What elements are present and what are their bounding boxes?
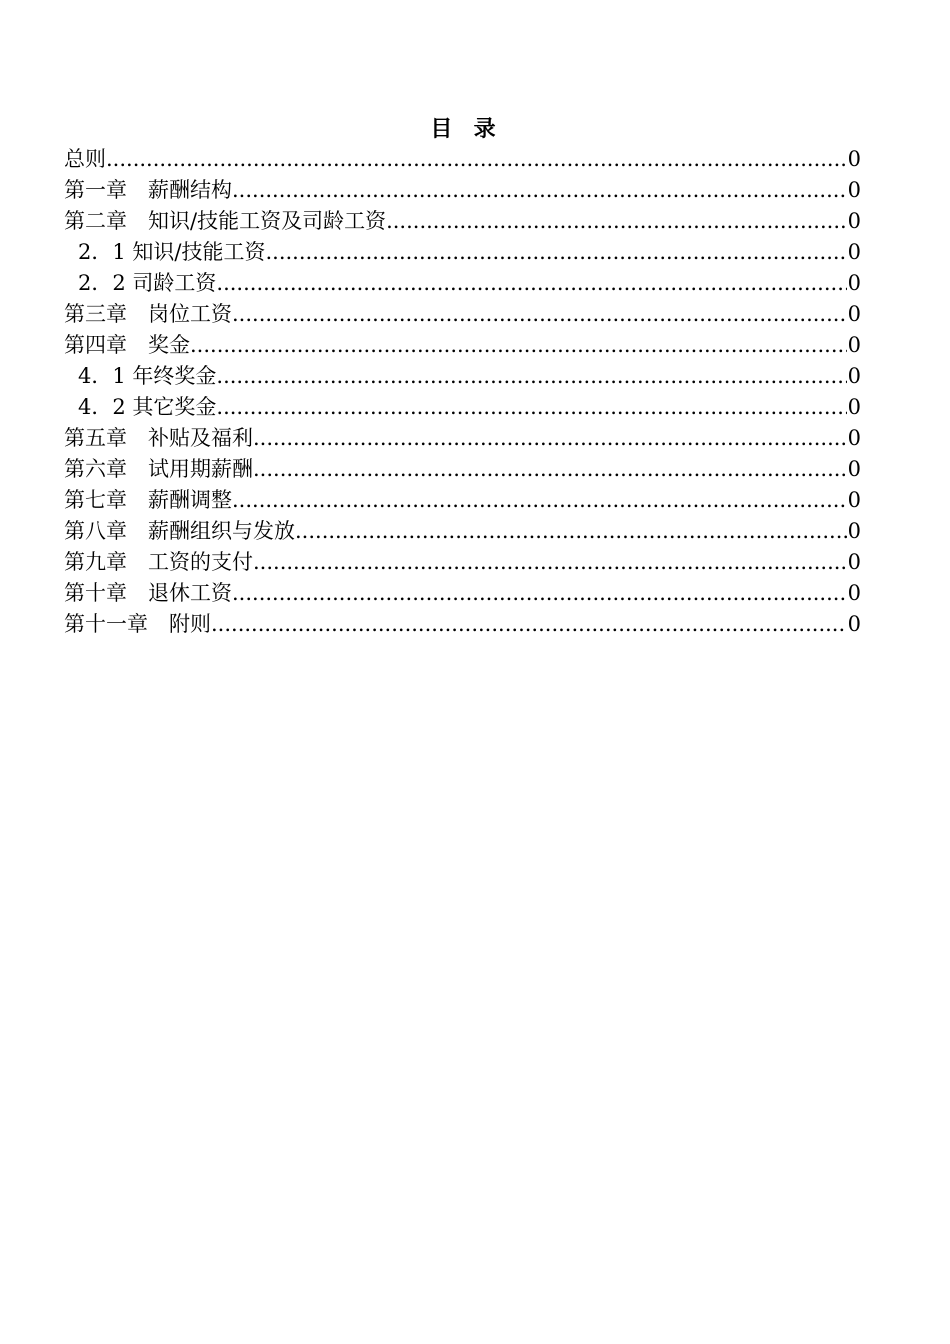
toc-entry-section-2-1[interactable] [64, 237, 861, 268]
toc-entry-page: 0 [847, 302, 861, 326]
toc-entry-label: 4．1 年终奖金 [78, 364, 217, 388]
toc-entry-label: 第六章 试用期薪酬 [64, 457, 253, 481]
toc-entry-label: 第三章 岗位工资 [64, 302, 232, 326]
toc-entry-page: 0 [847, 519, 861, 543]
table-of-contents [64, 144, 861, 640]
dot-leader [253, 547, 847, 578]
dot-leader [216, 361, 846, 392]
toc-entry-label: 第二章 知识/技能工资及司龄工资 [64, 209, 387, 233]
dot-leader [106, 144, 847, 175]
dot-leader [190, 330, 847, 361]
dot-leader [232, 299, 847, 330]
toc-entry-page: 0 [847, 457, 861, 481]
toc-entry-chapter-6[interactable] [64, 454, 861, 485]
dot-leader [295, 516, 847, 547]
toc-entry-chapter-7[interactable] [64, 485, 861, 516]
dot-leader [216, 392, 846, 423]
dot-leader [265, 237, 846, 268]
toc-entry-label: 第七章 薪酬调整 [64, 488, 232, 512]
toc-entry-page: 0 [847, 488, 861, 512]
toc-entry-page: 0 [847, 147, 861, 171]
toc-entry-label: 4．2 其它奖金 [78, 395, 217, 419]
toc-entry-section-2-2[interactable] [64, 268, 861, 299]
toc-entry-page: 0 [847, 209, 861, 233]
toc-entry-page: 0 [847, 271, 861, 295]
toc-entry-section-4-2[interactable] [64, 392, 861, 423]
toc-entry-label: 第十一章 附则 [64, 612, 211, 636]
toc-entry-label: 2．1 知识/技能工资 [78, 240, 266, 264]
dot-leader [253, 454, 847, 485]
dot-leader [232, 175, 847, 206]
toc-entry-page: 0 [847, 395, 861, 419]
toc-entry-chapter-8[interactable] [64, 516, 861, 547]
toc-entry-section-4-1[interactable] [64, 361, 861, 392]
toc-entry-chapter-2[interactable] [64, 206, 861, 237]
toc-entry-chapter-1[interactable] [64, 175, 861, 206]
toc-entry-label: 第八章 薪酬组织与发放 [64, 519, 295, 543]
toc-entry-page: 0 [847, 550, 861, 574]
toc-entry-chapter-3[interactable] [64, 299, 861, 330]
dot-leader [386, 206, 847, 237]
dot-leader [232, 578, 847, 609]
dot-leader [211, 609, 847, 640]
toc-entry-page: 0 [847, 364, 861, 388]
toc-entry-label: 第五章 补贴及福利 [64, 426, 253, 450]
toc-entry-label: 第九章 工资的支付 [64, 550, 253, 574]
dot-leader [232, 485, 847, 516]
toc-entry-chapter-11[interactable] [64, 609, 861, 640]
toc-entry-label: 第四章 奖金 [64, 333, 190, 357]
toc-entry-chapter-5[interactable] [64, 423, 861, 454]
toc-entry-chapter-10[interactable] [64, 578, 861, 609]
toc-entry-general-provisions[interactable] [64, 144, 861, 175]
toc-entry-page: 0 [847, 333, 861, 357]
toc-title: 目 录 [430, 116, 498, 142]
toc-entry-chapter-9[interactable] [64, 547, 861, 578]
toc-entry-chapter-4[interactable] [64, 330, 861, 361]
toc-entry-label: 总则 [64, 147, 106, 171]
toc-entry-label: 第十章 退休工资 [64, 581, 232, 605]
toc-entry-label: 第一章 薪酬结构 [64, 178, 232, 202]
toc-entry-page: 0 [847, 612, 861, 636]
toc-entry-page: 0 [847, 426, 861, 450]
toc-entry-page: 0 [847, 581, 861, 605]
toc-entry-page: 0 [847, 240, 861, 264]
dot-leader [216, 268, 846, 299]
toc-entry-label: 2．2 司龄工资 [78, 271, 217, 295]
toc-entry-page: 0 [847, 178, 861, 202]
dot-leader [253, 423, 847, 454]
